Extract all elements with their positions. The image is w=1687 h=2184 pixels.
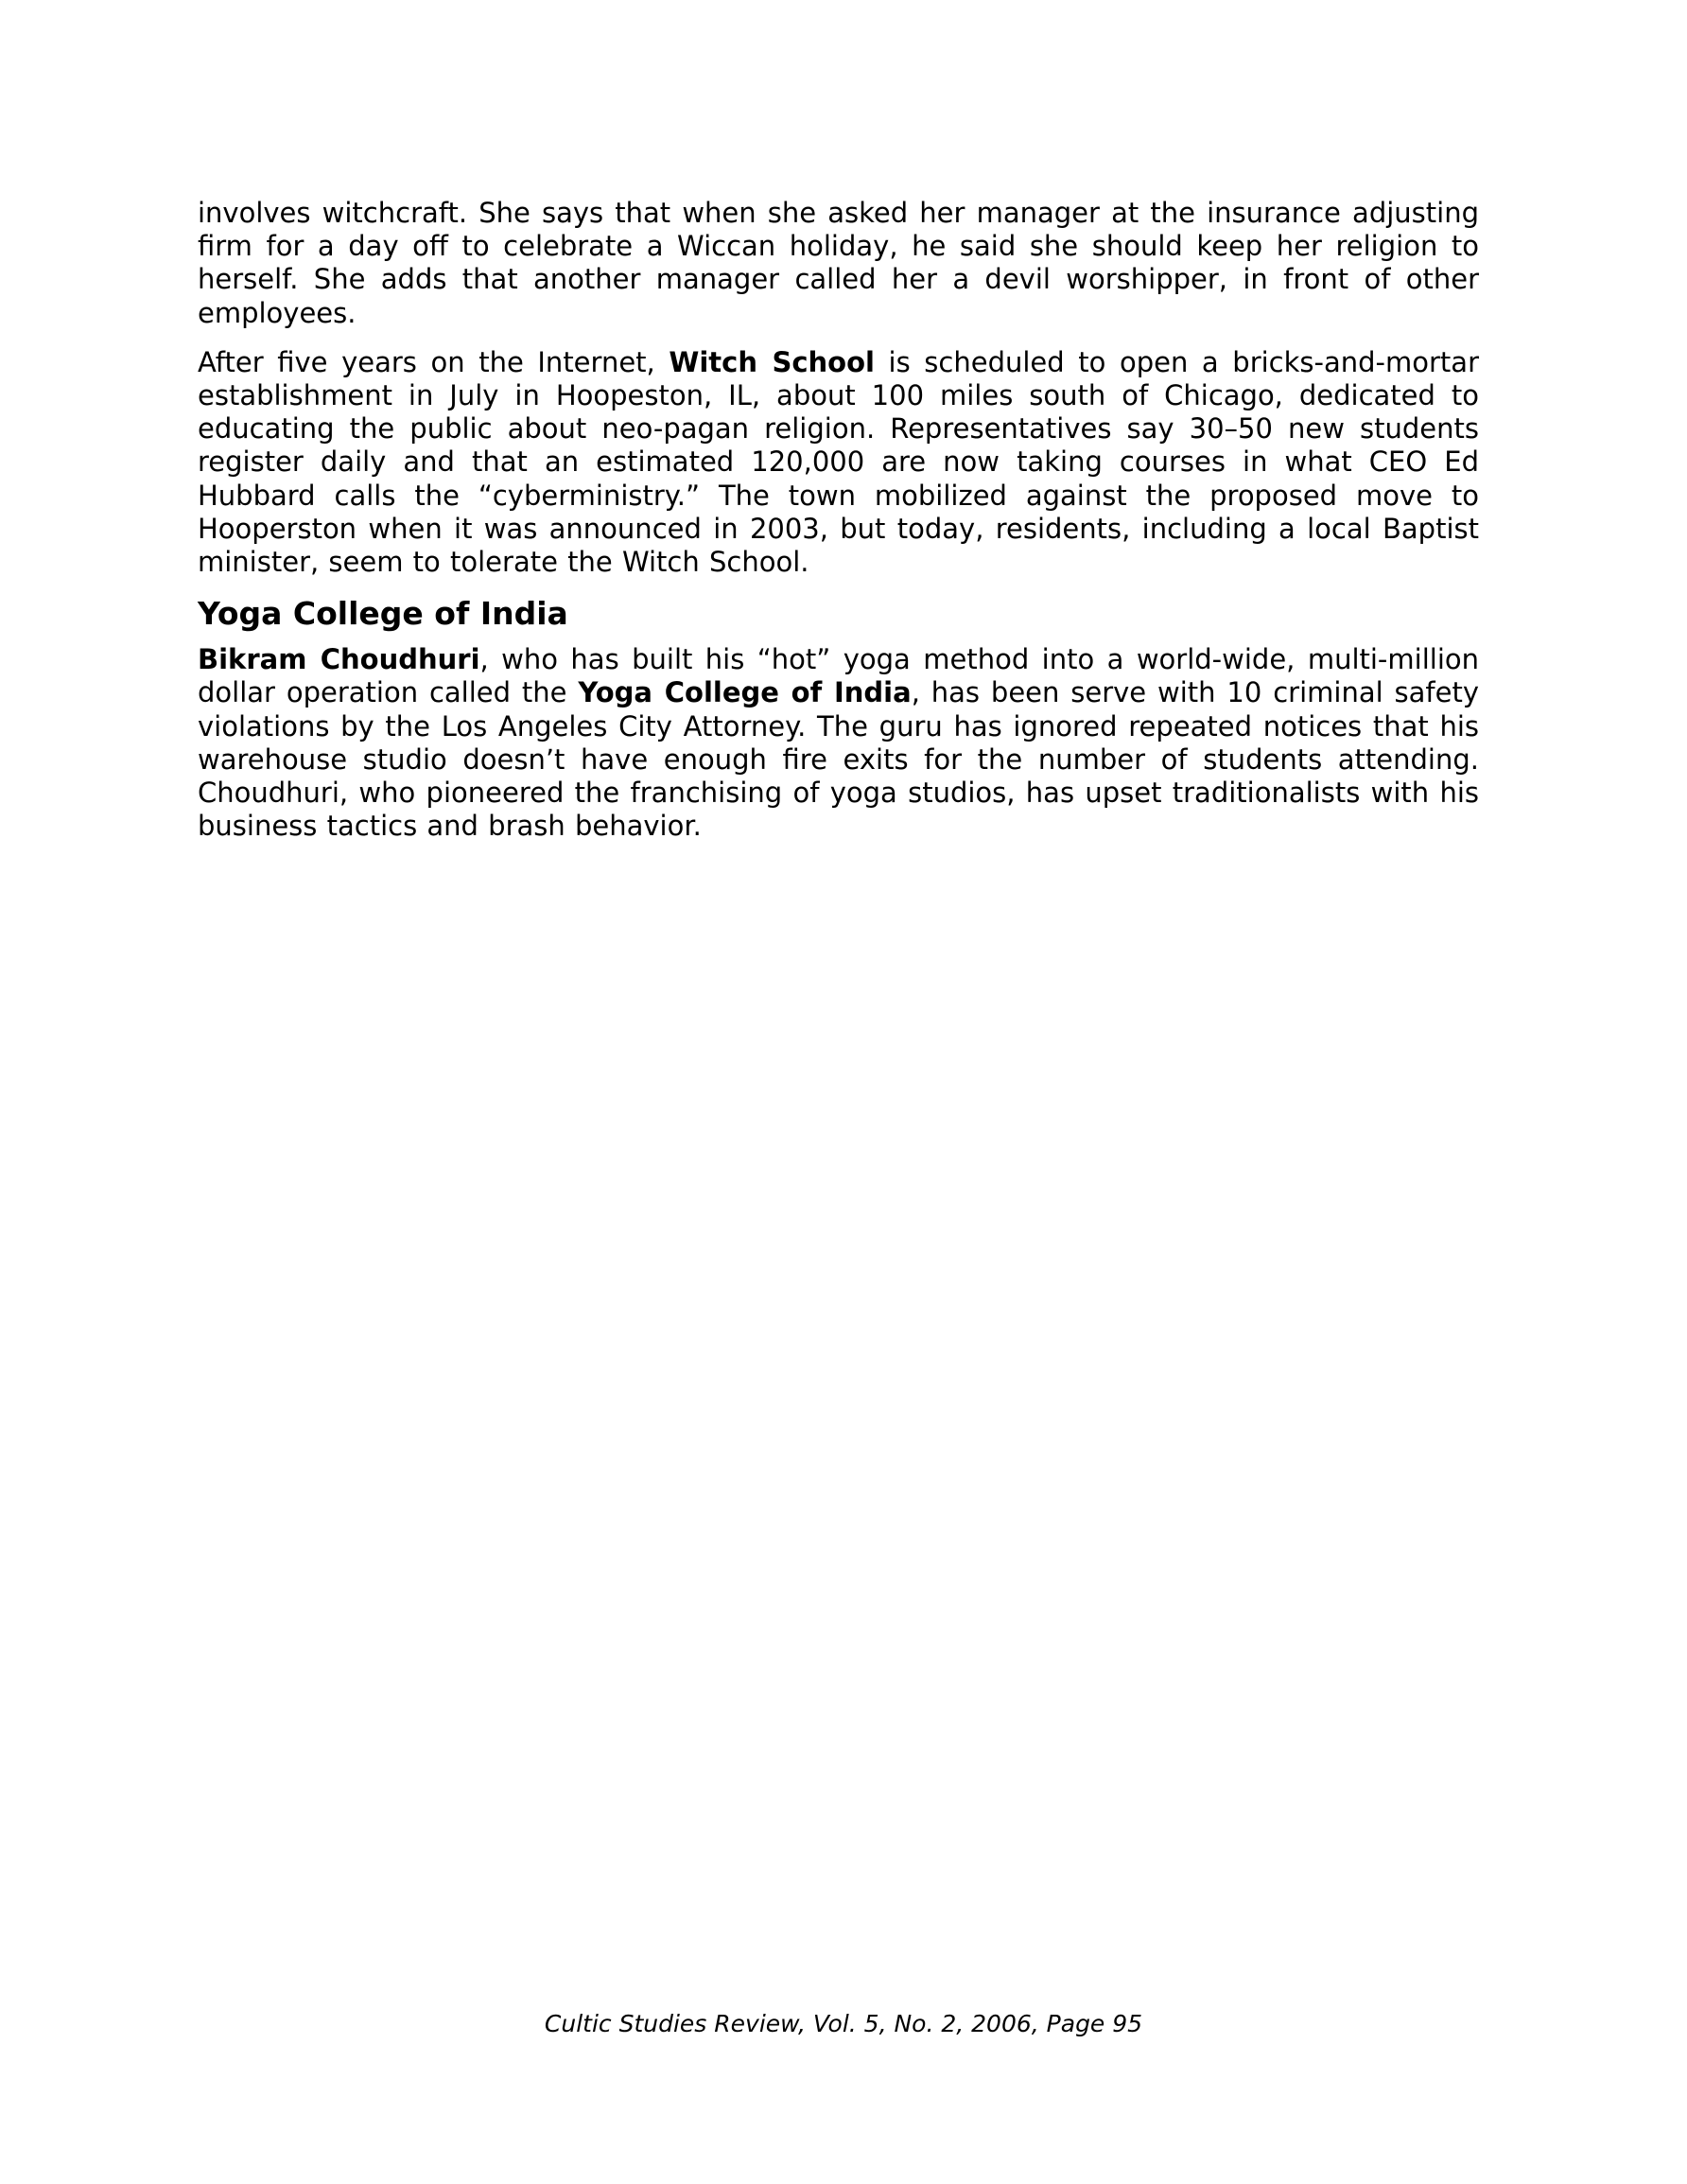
paragraph-witchcraft-complaint	[198, 197, 1479, 330]
bikram-choudhuri-bold: Bikram Choudhuri	[198, 643, 480, 676]
paragraph-text-lead: After five years on the Internet,	[198, 345, 670, 378]
yoga-college-bold: Yoga College of India	[578, 676, 912, 709]
paragraph-yoga-college	[198, 643, 1479, 843]
paragraph-text-rest: is scheduled to open a bricks-and-mortar establishment in July in Hoopeston, IL, about 100 miles south of Chicago, dedicated to educating the public about neo-pagan religion. Representatives say 30–50 new students register daily and that an estimated 120,000 are now taking courses in what CEO Ed Hubbard calls the “cyberministry.” The town mobilized against the proposed move to Hooperston when it was announced in 2003, but today, residents, including a local Baptist minister, seem to tolerate the Witch School.	[198, 345, 1479, 579]
section-heading: Yoga College of India	[198, 595, 568, 633]
paragraph-text: involves witchcraft. She says that when she asked her manager at the insurance adjusting firm for a day off to celebrate a Wiccan holiday, he said she should keep her religion to herself. She adds that another manager called her a devil worshipper, in front of other employees.	[198, 197, 1479, 329]
paragraph-text-lead: , who has built his “hot” yoga method into a world-wide, multi-million dollar operation called the	[198, 643, 1479, 709]
article-body	[198, 197, 1479, 859]
witch-school-bold: Witch School	[669, 345, 875, 378]
page-footer: Cultic Studies Review, Vol. 5, No. 2, 2006, Page 95	[544, 2010, 1143, 2037]
paragraph-text-rest: , has been serve with 10 criminal safety violations by the Los Angeles City Attorney. The guru has ignored repeated notices that his warehouse studio doesn’t have enough fire exits for the number of students attending. Choudhuri, who pioneered the franchising of yoga studios, has upset traditionalists with his business tactics and brash behavior.	[198, 676, 1479, 843]
paragraph-witch-school	[198, 346, 1479, 579]
